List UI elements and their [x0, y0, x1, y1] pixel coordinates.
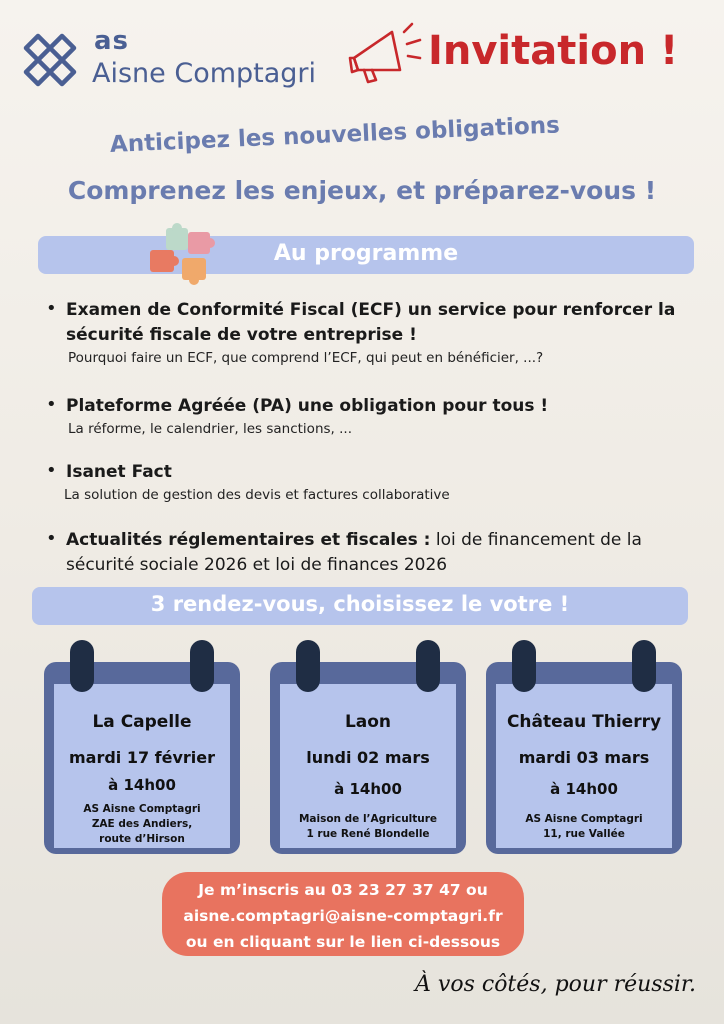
bullet: • [46, 528, 57, 549]
dates-banner [32, 587, 688, 625]
item-subtitle: La solution de gestion des devis et factures collaborative [64, 487, 450, 503]
item-subtitle: La réforme, le calendrier, les sanctions, ... [68, 421, 352, 437]
address-line: Maison de l’Agriculture [298, 813, 438, 825]
event-date: mardi 17 février [68, 748, 216, 767]
event-time: à 14h00 [334, 780, 402, 798]
address-line: 1 rue René Blondelle [306, 828, 430, 840]
program-item-isanet [46, 460, 686, 503]
event-city: Laon [344, 712, 392, 732]
event-city: Château Thierry [506, 712, 662, 732]
event-date: mardi 03 mars [518, 748, 650, 767]
address-line: route d’Hirson [99, 833, 185, 845]
address-line: AS Aisne Comptagri [83, 803, 201, 815]
puzzle-icon [144, 222, 218, 290]
event-address [270, 812, 466, 842]
calendar-ring-icon [416, 640, 440, 692]
item-title-rest: loi de financement de la sécurité sociale 2026 et loi de finances 2026 [66, 530, 642, 575]
event-time: à 14h00 [550, 780, 618, 798]
brand-short: as [94, 26, 130, 56]
address-line: 11, rue Vallée [543, 828, 625, 840]
program-item-ecf [46, 298, 686, 366]
event-card-laon [270, 640, 466, 856]
registration-cta[interactable] [162, 872, 524, 956]
event-time: à 14h00 [108, 776, 176, 794]
bullet: • [46, 460, 57, 481]
megaphone-icon [340, 18, 424, 88]
cta-phone-line[interactable]: Je m’inscris au 03 23 27 37 47 ou [198, 881, 488, 899]
item-title: Plateforme Agréée (PA) une obligation pour tous ! [66, 396, 549, 416]
item-title: Examen de Conformité Fiscal (ECF) un service pour renforcer la sécurité fiscale de votre entreprise ! [66, 300, 676, 345]
cta-email-link[interactable]: aisne.comptagri@aisne-comptagri.fr [183, 907, 503, 925]
cta-link-line[interactable]: ou en cliquant sur le lien ci-dessous [185, 933, 501, 951]
bullet: • [46, 298, 57, 319]
event-card-la-capelle [44, 640, 240, 856]
item-title: Actualités réglementaires et fiscales : [66, 530, 431, 550]
bullet: • [46, 394, 57, 415]
calendar-ring-icon [70, 640, 94, 692]
program-item-actualites [46, 528, 686, 578]
invitation-title: Invitation ! [428, 28, 679, 74]
event-address [486, 812, 682, 842]
calendar-ring-icon [632, 640, 656, 692]
as-logo-icon [22, 30, 82, 90]
item-title: Isanet Fact [66, 462, 172, 482]
dates-banner-label: 3 rendez-vous, choisissez le votre ! [150, 592, 570, 616]
tagline: À vos côtés, pour réussir. [415, 972, 696, 997]
calendar-ring-icon [512, 640, 536, 692]
event-date: lundi 02 mars [306, 748, 430, 767]
address-line: ZAE des Andiers, [91, 818, 193, 830]
event-address [44, 802, 240, 847]
event-card-chateau-thierry [486, 640, 682, 856]
program-banner-label: Au programme [273, 241, 459, 266]
headline-understand: Comprenez les enjeux, et préparez-vous ! [67, 176, 657, 205]
calendar-ring-icon [296, 640, 320, 692]
event-city: La Capelle [92, 712, 192, 732]
item-subtitle: Pourquoi faire un ECF, que comprend l’ECF, qui peut en bénéficier, ...? [68, 350, 544, 366]
program-banner [38, 236, 694, 274]
headline-anticipate: Anticipez les nouvelles obligations [109, 112, 561, 158]
program-item-pa [46, 394, 686, 437]
brand-name: Aisne Comptagri [92, 58, 317, 89]
address-line: AS Aisne Comptagri [525, 813, 643, 825]
calendar-ring-icon [190, 640, 214, 692]
